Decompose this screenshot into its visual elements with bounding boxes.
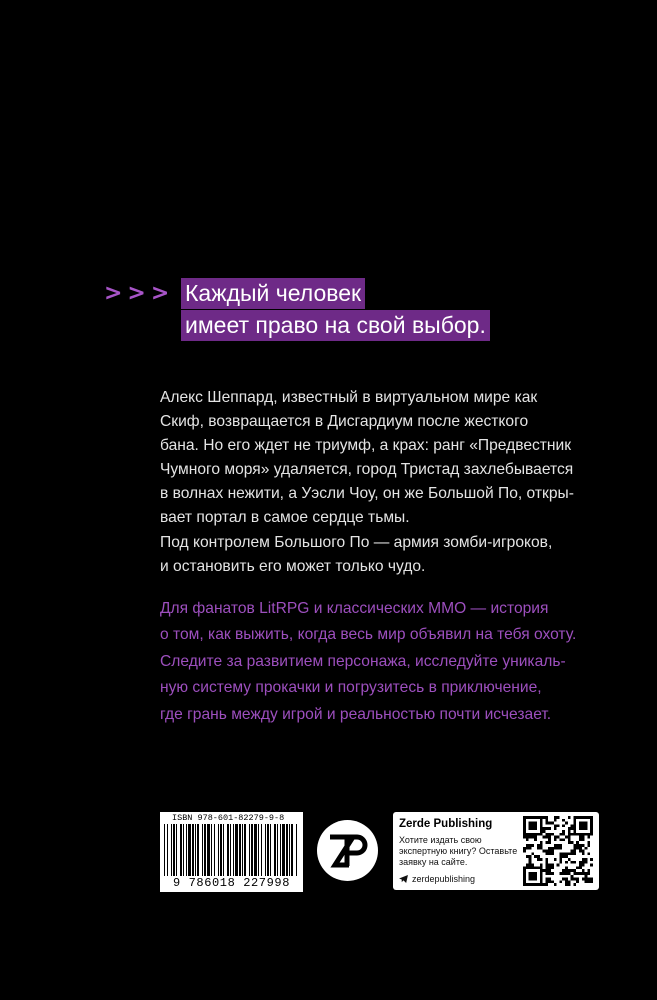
description-line: Под контролем Большого По — армия зомби-игроков, [160,533,553,551]
telegram-icon [399,875,408,883]
publisher-name: Zerde Publishing [399,818,493,830]
tagline-line: Каждый человек [181,278,365,309]
promo-line: Для фанатов LitRPG и классических MMO — история [160,600,549,617]
promo-text [160,596,630,728]
chevrons-decoration: >>> [104,281,175,306]
promo-line: где грань между игрой и реальностью почти исчезает. [160,705,552,723]
barcode-bars [164,824,299,876]
qr-code-icon [523,816,593,886]
description-line: в волнах нежити, а Уэсли Чоу, он же Большой По, откры- [160,485,574,503]
description-line: Чумного моря» удаляется, город Тристад захлебывается [160,461,574,479]
handle-text: zerdepublishing [412,874,476,884]
isbn-text: ISBN 978-601-82279-9-8 [172,813,285,823]
isbn-barcode [160,812,303,892]
description-line: бана. Но его ждет не триумф, а крах: ранг «Предвестник [160,437,572,455]
publisher-pitch: Хотите издать свою экспертную книгу? Оставьте заявку на сайте. [399,835,518,867]
promo-line: Следите за развитием персонажа, исследуйте уникаль- [160,652,566,670]
description-line: вает портал в самое сердце тьмы. [160,509,410,527]
tagline [181,278,490,342]
description-line: и остановить его может только чудо. [160,557,426,575]
ean-digits: 9 786018 227998 [172,876,291,890]
description-line: Скиф, возвращается в Дисгардиум после жесткого [160,413,529,431]
book-description [160,386,630,579]
description-line: Алекс Шеппард, известный в виртуальном мире как [160,389,538,406]
zp-logo-icon [317,820,378,881]
promo-line: ную систему прокачки и погрузитесь в приключение, [160,679,542,697]
tagline-line: имеет право на свой выбор. [181,310,490,341]
publisher-card [393,812,599,890]
zerde-logo [317,820,378,881]
promo-line: о том, как выжить, когда весь мир объявил на тебя охоту. [160,626,577,644]
publisher-handle[interactable] [399,874,475,884]
